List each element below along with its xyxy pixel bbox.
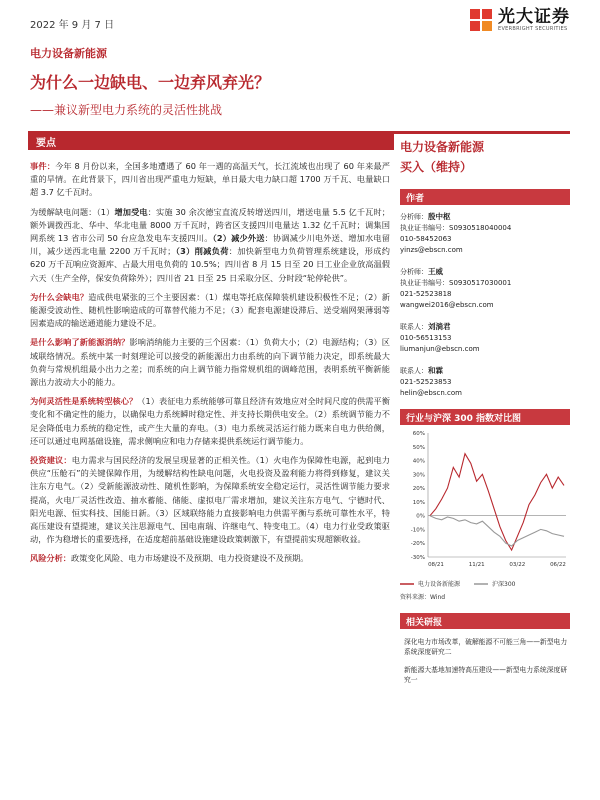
relief-text-1: ：实施 30 余次德宝直流反转增送四川，增送电量 5.5 亿千瓦时；额外调拨西北、华中、华北电量 8000 万千瓦时，跨省区支援四川电量达 1.32 亿千瓦时；调集国网系统 13 省市公司 50 台应急发电车支援四川。 [30,206,390,244]
analyst-name: 殷中枢 [428,212,451,221]
risk-paragraph [30,552,390,565]
legend-sector: 电力设备新能源 [418,581,461,588]
contact-title: 联系人： [400,323,428,331]
investment-text: 电力需求与国民经济的发展呈现显著的正相关性。（1）火电作为保障性电源，起到电力供应“压舱石”的关键保障作用，为缓解结构性缺电问题，火电投资及盈利能力将得到修复，建议关注东方电气。（2）受新能源波动性、随机性影响，为保障系统安全稳定运行，灵活性调节能力要求提高，火电厂灵活性改造、抽水蓄能、储能、虚拟电厂需求增加，建议关注东方电气、宁德时代、阳光电源、恒实科技、国能日新。（3）区域联络能力直接影响电力供需平衡与系统可靠性水平，特高压建设有望提速，建议关注思源电气、国电南瑞、许继电气、特变电工。（4）电力行业受政策驱动，作为稳增长的重要选择，在适度超前基础设施建设政策刺激下，有望提前实现超额收益。 [30,455,390,545]
consumption-text: 影响消纳能力主要的三个因素：（1）负荷大小；（2）电源结构；（3）区域联络情况。系统中某一时刻理论可以接受的新能源出力由系统的向下调节能力决定，即系统最大负荷与常规机组最小出力之差；而系统的向上调节能力指常规机组的调峰范围，表明系统平衡新能源出力波动大小的能力。 [30,337,390,388]
contact-email[interactable]: helin@ebscn.com [400,389,462,397]
why-shortage-label: 为什么会缺电？ [30,291,89,302]
risk-text: 政策变化风险、电力市场建设不及预期、电力投资建设不及预期。 [70,553,309,564]
event-text: 今年 8 月份以来，全国多地遭遇了 60 年一遇的高温天气，长江流域也出现了 60 年来最严重的旱情。在此背景下，四川省出现严重电力短缺，单日最大电力缺口超 1700 万千瓦、电量缺口超 3.7 亿千瓦时。 [30,161,390,198]
y-tick-label: -20% [410,541,425,548]
y-tick-label: -30% [410,555,425,561]
analyst-name: 王威 [428,267,443,276]
chart-svg [400,425,570,575]
analyst-email[interactable]: wangwei2016@ebscn.com [400,301,494,309]
logo-icon [470,9,492,31]
flexibility-text: （1）表征电力系统能够可靠且经济有效地应对全时间尺度的供需平衡变化和不确定性的能力，以确保电力系统瞬时稳定性、并支持长期供电安全。（2）系统调节能力不足会降低电力系统的稳定性，或产生大量的弃电。（3）电力系统灵活运行能力既来自电力供给侧，还可以通过电网基础设施，需求侧响应和电力存储来提供系统运行调节能力。 [30,396,390,446]
chart-source: 资料来源：Wind [400,594,446,601]
research-link[interactable]: 深化电力市场改革，破解能源不可能三角——新型电力系统深度研究二 [404,638,568,656]
report-category: 电力设备新能源 [30,47,107,60]
report-title: 为什么一边缺电、一边弃风弃光？ [30,73,271,92]
y-tick-label: 40% [412,458,425,465]
contact-name: 刘淌君 [428,322,451,331]
y-tick-label: 30% [412,472,425,479]
analyst-title: 分析师： [400,213,428,221]
research-link[interactable]: 新能源大基地加速特高压建设——新型电力系统深度研究一 [404,666,568,684]
company-logo [470,8,570,32]
event-label: 事件： [30,161,56,171]
logo-name: 光大证券 [498,7,570,27]
contact-name: 和霖 [428,366,443,375]
analyst-card [400,211,570,256]
flexibility-paragraph [30,395,390,448]
y-tick-label: 10% [412,499,425,506]
legend-swatch-index [474,582,488,586]
event-paragraph [30,160,390,200]
contact-email[interactable]: liumanjun@ebscn.com [400,345,480,353]
summary-body [30,160,390,572]
x-tick-label: 11/21 [468,562,485,568]
relief-paragraph [30,206,390,285]
contact-title: 联系人： [400,367,428,375]
x-tick-label: 03/22 [509,562,526,568]
investment-paragraph [30,454,390,546]
series-line-0 [430,454,564,550]
analyst-cert: 执业证书编号：S0930517030001 [400,279,512,287]
risk-label: 风险分析： [30,553,71,564]
sector-name: 电力设备新能源 [400,140,485,154]
relief-text-2: ：协调减少川电外送、增加水电留川，减少送西北电量 2200 万千瓦时； [30,233,390,257]
report-date: 2022 年 9 月 7 日 [30,20,115,31]
relief-point-2: （2）减少外送 [212,233,265,244]
legend-swatch-sector [400,582,414,586]
report-subtitle: ——兼议新型电力系统的灵活性挑战 [30,103,223,117]
x-tick-label: 06/22 [550,562,566,568]
rating: 买入（维持） [400,160,473,174]
summary-section-header: 要点 [28,131,394,150]
relief-intro: 为缓解缺电问题：（1） [30,206,115,217]
chart-legend [400,579,570,588]
analyst-cert: 执业证书编号：S0930518040004 [400,224,512,232]
x-tick-label: 08/21 [428,562,444,568]
y-tick-label: 0% [416,513,425,520]
logo-subtitle: EVERBRIGHT SECURITIES [498,26,568,32]
flexibility-label: 为何灵活性是系统转型核心？ [30,396,138,407]
why-shortage-text: 造成供电紧张的三个主要因素：（1）煤电等托底保障装机建设积极性不足；（2）新能源受波动性、随机性影响造成的可靠替代能力不足；（3）配套电源建设滞后、送受端网架薄弱等因素造成的输送通道能力建设不足。 [30,291,390,329]
header-divider [394,131,570,134]
analyst-phone: 010-58452063 [400,235,452,243]
why-shortage-paragraph [30,291,390,331]
analyst-email[interactable]: yinzs@ebscn.com [400,246,463,254]
analyst-card [400,266,570,311]
contact-phone: 010-56513153 [400,334,452,342]
contact-card [400,321,570,355]
consumption-paragraph [30,336,390,389]
relief-point-3: （3）削减负荷 [175,246,229,257]
y-tick-label: -10% [410,527,425,534]
index-comparison-chart [400,425,570,590]
y-tick-label: 50% [412,444,425,451]
research-header: 相关研报 [400,613,570,629]
relief-text-3: ：加快新型电力负荷管理系统建设，形成约 620 万千瓦响应资源库、占最大用电负荷的 10.5%；四川省 8 月 15 日至 20 日工业企业放高温假六天（生产全停，保安负荷除外）；四川省 21 日至 25 日采取分区、分时段“轮停轮供”。 [30,246,390,283]
contact-phone: 021-52523853 [400,378,452,386]
analyst-title: 分析师： [400,268,428,276]
chart-header: 行业与沪深 300 指数对比图 [400,409,570,425]
series-line-1 [430,516,564,546]
legend-index: 沪深300 [492,581,516,588]
sidebar [400,138,570,691]
relief-point-1: 增加受电 [114,206,148,217]
investment-label: 投资建议： [30,455,72,466]
y-tick-label: 20% [412,486,425,493]
contact-card [400,365,570,399]
analyst-phone: 021-52523818 [400,290,452,298]
authors-header: 作者 [400,189,570,205]
y-tick-label: 60% [412,431,425,437]
consumption-label: 是什么影响了新能源消纳？ [30,337,130,348]
